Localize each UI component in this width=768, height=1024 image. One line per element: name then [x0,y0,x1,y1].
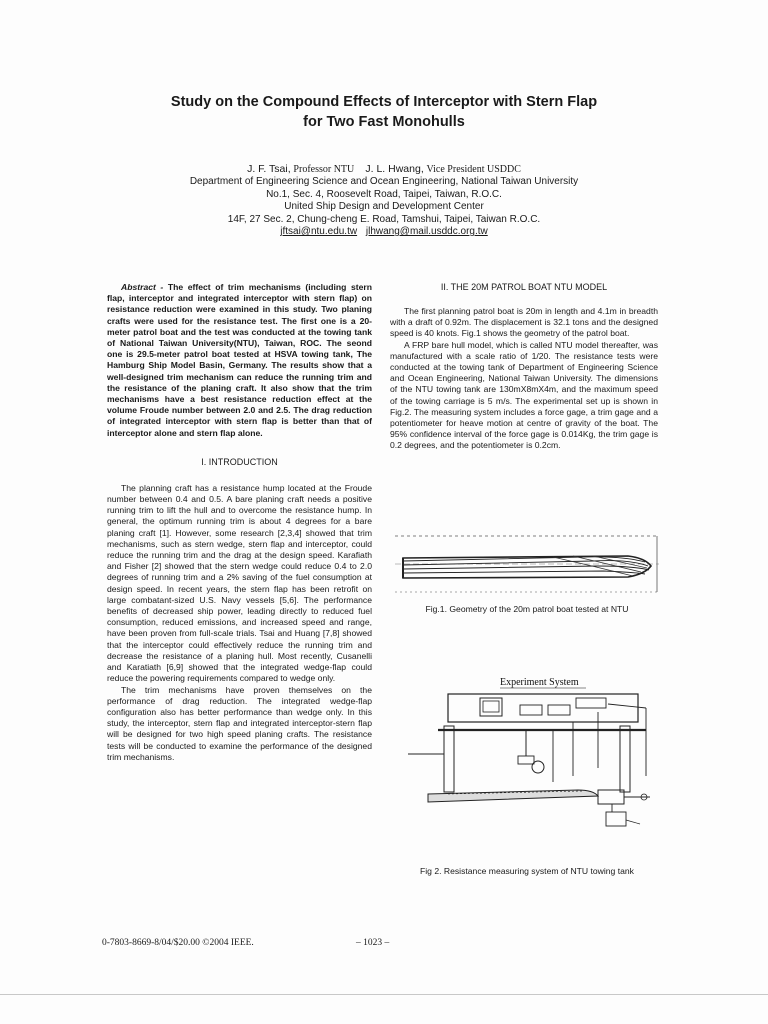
title-line-2: for Two Fast Monohulls [303,114,465,130]
copyright-footer: 0-7803-8669-8/04/$20.00 ©2004 IEEE. [102,938,254,948]
section-heading-introduction: I. INTRODUCTION [201,456,278,467]
intro-paragraph-2: The trim mechanisms have proven themselves on the performance of drag reduction. The integrated wedge-flap configuration also has better performance than wedge only. In this study, the interceptor, stern flap and integrated interceptor-stern flap will be designed for two high speed planing crafts. The resistance tests will be conducted to examine the performance of the designed trim mechanisms. [107,684,372,762]
abstract-lead: Abstract - [121,282,164,292]
section-heading-ntu-model: II. THE 20M PATROL BOAT NTU MODEL [440,282,608,292]
abstract [107,282,372,439]
author-emails [60,226,708,238]
intro-paragraph-1: The planning craft has a resistance hump located at the Froude number between 0.4 and 0.5. A bare planing craft needs a positive running trim to lift the hull and to overcome the resistance hump. In general, the optimum running trim is about 4 degrees for a bare planing craft [1]. However, some research [2,3,4] showed that trim mechanisms, such as stern wedge, stern flap and interceptor, could reduce the running trim and the drag at the design speed. Karafiath and Fisher [2] showed that the stern wedge could reduce 0.4 to 2.0 degrees of running trim and a 2% saving of the fuel consumption at design speed. In recent years, the stern flap has been retrofit on large combatant-sized U.S. Navy vessels [5,6]. The performance benefits of decreased ship power, leading directly to reduced fuel consumption, reduced emissions, and increased speed and range, have been proven from full-scale trials. Tsai and Huang [7,8] showed that the interceptor could effectively reduce the running trim and decrease the resistance of a planing hull. Most recently, Cusanelli and Karatiath [6,9] showed that the integrated wedge-flap could reduce the powering requirements compared to wedge only. [107,482,372,684]
left-column [107,282,372,763]
figure-2-measuring-system [408,672,666,850]
email-link-2[interactable]: jlhwang@mail.usddc.org.tw [365,226,488,238]
email-link-1[interactable]: jftsai@ntu.edu.tw [280,226,358,238]
title-line-1: Study on the Compound Effects of Interceptor with Stern Flap [170,94,598,110]
bottom-divider [0,994,768,995]
page-number: – 1023 – [356,938,390,948]
author-1-name: J. F. Tsai, [247,163,291,175]
section2-paragraph-1: The first planning patrol boat is 20m in length and 4.1m in breadth with a draft of 0.92m. The displacement is 32.1 tons and the designed speed is 40 knots. Fig.1 shows the geometry of the patrol boat. [390,306,658,339]
figure-2-caption: Fig 2. Resistance measuring system of NTU towing tank [420,866,634,876]
affiliation-line-4: 14F, 27 Sec. 2, Chung-cheng E. Road, Tamshui, Taipei, Taiwan R.O.C. [227,213,541,225]
right-column [390,282,658,452]
author-names [60,163,708,176]
figure-1-caption: Fig.1. Geometry of the 20m patrol boat tested at NTU [425,604,629,614]
paper-title [60,92,708,132]
figure-2-title: Experiment System [500,677,579,688]
abstract-text: The effect of trim mechanisms (including stern flap, interceptor and integrated interceptor with stern flap) on resistance reduction were examined in this study. Two planing crafts were used for the resistance test. The first one is a 20-meter patrol boat and the test was conducted at the towing tank of National Taiwan University(NTU), Taiwan, ROC. The seond one is 29.5-meter patrol boat tested at HSVA towing tank, The Hamburg Ship Model Basin, Germany. The results show that a well-designed trim mechanism can reduce the running trim and the resistance of the planing craft. It also show that the trim mechanisms have a best resistance reduction effect at the volume Froude number between 2.0 and 2.5. The drag reduction of integrated interceptor with stern flap is better than that of interceptor alone and stern flap alone. [107,282,372,438]
author-block [60,163,708,238]
author-1-title: Professor NTU [293,164,355,175]
affiliation-line-2: No.1, Sec. 4, Roosevelt Road, Taipei, Taiwan, R.O.C. [266,188,502,200]
affiliation-line-1: Department of Engineering Science and Ocean Engineering, National Taiwan University [189,176,579,188]
author-2-title: Vice President USDDC [426,164,521,175]
figure-1-boat-geometry [393,528,661,600]
author-2-name: J. L. Hwang, [365,163,424,175]
affiliation-line-3: United Ship Design and Development Center [284,201,484,213]
section2-paragraph-2: A FRP bare hull model, which is called NTU model thereafter, was manufactured with a scale ratio of 1/20. The resistance tests were conducted at the towing tank of Department of Engineering Science and Ocean Engineering, National Taiwan University. The dimensions of the NTU towing tank are 130mX8mX4m, and the maximum speed of the towing carriage is 5 m/s. The experimental set up is shown in Fig.2. The measuring system includes a force gage, a trim gage and a potentiometer for heave motion at centre of gravity of the boat. The 95% confidence interval of the force gage is 0.014Kg, the trim gage is 0.2 degrees, and the potentiometer is 0.2cm. [390,339,658,451]
